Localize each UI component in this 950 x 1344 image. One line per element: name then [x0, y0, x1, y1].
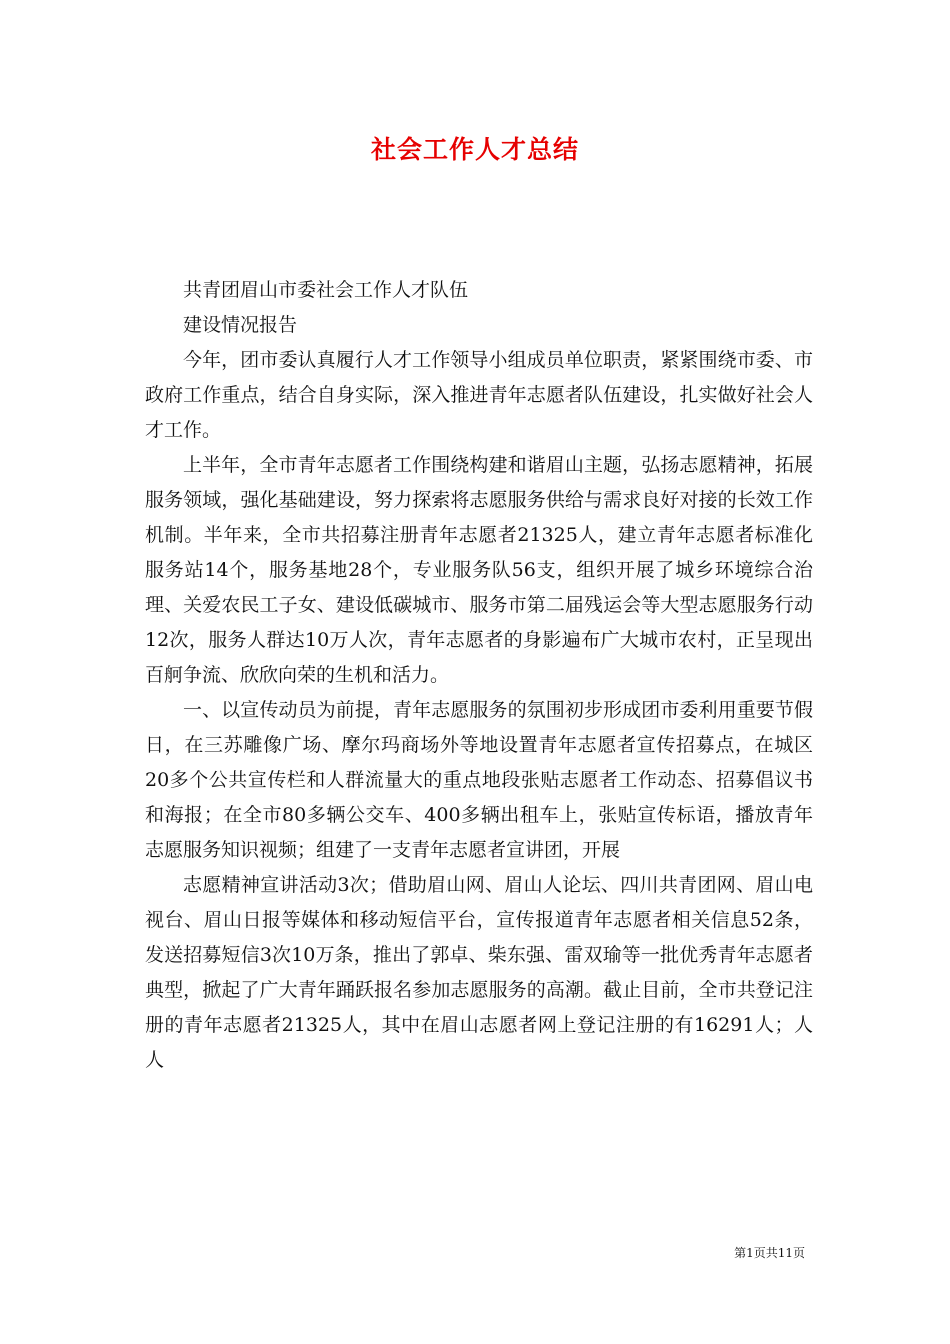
page-number: 第1页共11页	[734, 1246, 805, 1260]
document-body	[145, 273, 813, 1078]
paragraph-summary: 上半年，全市青年志愿者工作围绕构建和谐眉山主题，弘扬志愿精神，拓展服务领域，强化基础建设，努力探索将志愿服务供给与需求良好对接的长效工作机制。半年来，全市共招募注册青年志愿者21325人，建立青年志愿者标准化服务站14个，服务基地28个，专业服务队56支，组织开展了城乡环境综合治理、关爱农民工子女、建设低碳城市、服务市第二届残运会等大型志愿服务行动12次，服务人群达10万人次，青年志愿者的身影遍布广大城市农村，正呈现出百舸争流、欣欣向荣的生机和活力。	[145, 454, 813, 686]
paragraph-section-1-continued: 志愿精神宣讲活动3次；借助眉山网、眉山人论坛、四川共青团网、眉山电视台、眉山日报等媒体和移动短信平台，宣传报道青年志愿者相关信息52条，发送招募短信3次10万条，推出了郭卓、柴东强、雷双瑜等一批优秀青年志愿者典型，掀起了广大青年踊跃报名参加志愿服务的高潮。截止目前，全市共登记注册的青年志愿者21325人，其中在眉山志愿者网上登记注册的有16291人；人人	[145, 874, 813, 1071]
heading-line-1: 共青团眉山市委社会工作人才队伍	[183, 279, 469, 301]
document-title: 社会工作人才总结	[370, 135, 579, 164]
paragraph-section-1: 一、以宣传动员为前提，青年志愿服务的氛围初步形成团市委利用重要节假日，在三苏雕像广场、摩尔玛商场外等地设置青年志愿者宣传招募点，在城区20多个公共宣传栏和人群流量大的重点地段张贴志愿者工作动态、招募倡议书和海报；在全市80多辆公交车、400多辆出租车上，张贴宣传标语，播放青年志愿服务知识视频；组建了一支青年志愿者宣讲团，开展	[145, 699, 813, 861]
paragraph-intro: 今年，团市委认真履行人才工作领导小组成员单位职责，紧紧围绕市委、市政府工作重点，结合自身实际，深入推进青年志愿者队伍建设，扎实做好社会人才工作。	[145, 349, 813, 441]
heading-line-2: 建设情况报告	[183, 314, 298, 336]
